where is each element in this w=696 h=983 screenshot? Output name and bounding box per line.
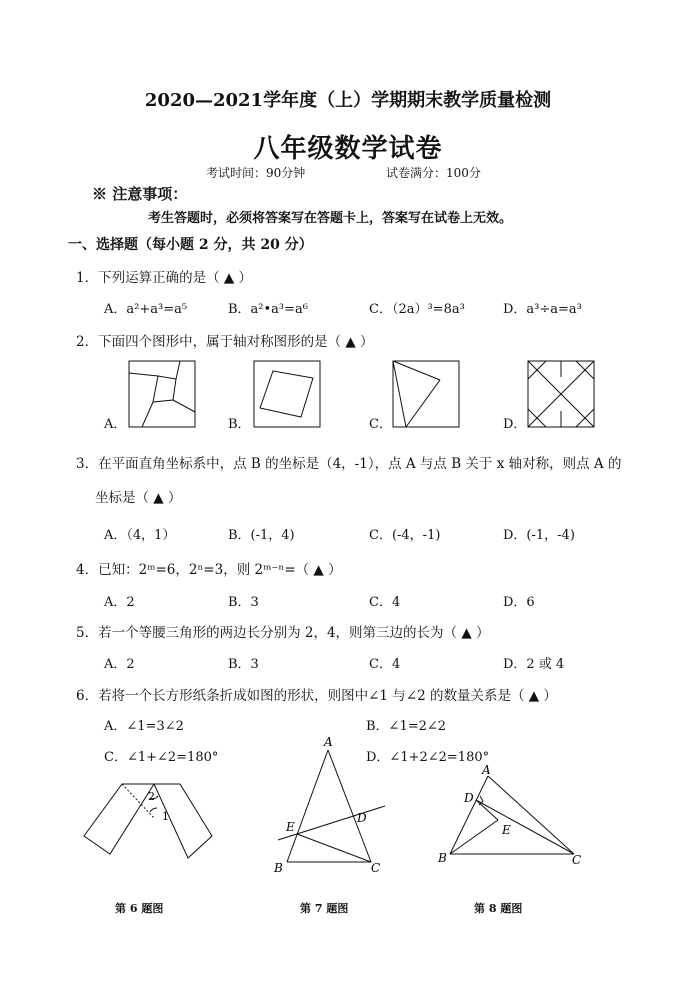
exam-title-line1: 2020—2021学年度（上）学期期末教学质量检测 <box>144 90 552 111</box>
q4-option-b: B．3 <box>228 595 259 610</box>
fig6-label-1: 1 <box>162 810 169 823</box>
q3-option-b: B．(-1，4) <box>228 528 295 543</box>
q2-figure-a <box>128 360 196 428</box>
exam-title-line2: 八年级数学试卷 <box>253 134 443 164</box>
fig7-label-b: B <box>274 861 283 875</box>
fig8-label-d: D <box>464 791 474 805</box>
fig8-label-c: C <box>572 853 582 867</box>
full-score: 试卷满分：100分 <box>386 166 481 180</box>
q3-option-d: D．(-1，-4) <box>503 528 575 543</box>
q5-option-b: B．3 <box>228 657 259 672</box>
q2-stem: 2．下面四个图形中，属于轴对称图形的是（ ▲ ） <box>76 334 374 350</box>
q5-option-c: C．4 <box>369 657 401 672</box>
notice-heading: ※ 注意事项： <box>92 185 188 203</box>
q2-label-a: A． <box>104 417 127 432</box>
figure-6 <box>80 776 240 866</box>
figure-6-caption: 第 6 题图 <box>115 902 164 915</box>
q6-stem: 6．若将一个长方形纸条折成如图的形状，则图中∠1 与∠2 的数量关系是（ ▲ ） <box>76 688 557 704</box>
q5-option-a: A．2 <box>104 657 135 672</box>
q3-stem-line1: 3．在平面直角坐标系中，点 B 的坐标是（4，-1），点 A 与点 B 关于 x 轴对称，则点 A 的 <box>76 456 622 472</box>
q6-option-d: D．∠1+2∠2=180° <box>366 750 490 765</box>
q3-option-a: A．（4，1） <box>104 528 176 543</box>
q2-label-c: C． <box>369 417 392 432</box>
q1-option-d: D．a³÷a=a³ <box>503 302 582 317</box>
fig7-label-c: C <box>371 861 381 875</box>
q5-option-d: D．2 或 4 <box>503 657 565 672</box>
fig8-label-a: A <box>482 763 491 777</box>
q4-option-a: A．2 <box>104 595 135 610</box>
section-title: 一、选择题（每小题 2 分，共 20 分） <box>68 237 313 253</box>
q2-figure-c <box>392 360 460 428</box>
q5-stem: 5．若一个等腰三角形的两边长分别为 2，4，则第三边的长为（ ▲ ） <box>76 625 490 641</box>
q3-stem-line2: 坐标是（ ▲ ） <box>95 490 182 506</box>
q1-option-a: A．a²+a³=a⁵ <box>104 302 188 317</box>
q4-option-d: D．6 <box>503 595 535 610</box>
q6-option-c: C．∠1+∠2=180° <box>104 750 219 765</box>
notice-text: 考生答题时，必须将答案写在答题卡上，答案写在试卷上无效。 <box>148 211 513 226</box>
q1-option-c: C．（2a）³=8a³ <box>369 302 465 317</box>
figure-8-caption: 第 8 题图 <box>474 902 523 915</box>
fig8-label-b: B <box>438 851 447 865</box>
exam-time: 考试时间：90分钟 <box>206 166 306 180</box>
fig8-label-e: E <box>502 823 511 837</box>
q3-option-c: C．(-4，-1) <box>369 528 441 543</box>
q1-option-b: B．a²•a³=a⁶ <box>228 302 308 317</box>
q2-label-b: B． <box>228 417 251 432</box>
q1-stem: 1．下列运算正确的是（ ▲ ） <box>76 270 253 286</box>
fig7-label-a: A <box>324 735 333 749</box>
q2-figure-b <box>253 360 321 428</box>
q6-option-b: B．∠1=2∠2 <box>366 719 447 734</box>
figure-7-caption: 第 7 题图 <box>300 902 349 915</box>
fig7-label-d: D <box>357 811 367 825</box>
figure-8 <box>434 762 594 870</box>
fig7-label-e: E <box>286 820 295 834</box>
figure-7 <box>270 734 400 882</box>
q6-option-a: A．∠1=3∠2 <box>104 719 184 734</box>
q2-figure-d <box>527 360 595 428</box>
q4-option-c: C．4 <box>369 595 401 610</box>
fig6-label-2: 2 <box>148 790 155 803</box>
q2-label-d: D． <box>503 417 527 432</box>
q4-stem: 4．已知：2ᵐ=6，2ⁿ=3，则 2ᵐ⁻ⁿ=（ ▲ ） <box>76 562 342 578</box>
